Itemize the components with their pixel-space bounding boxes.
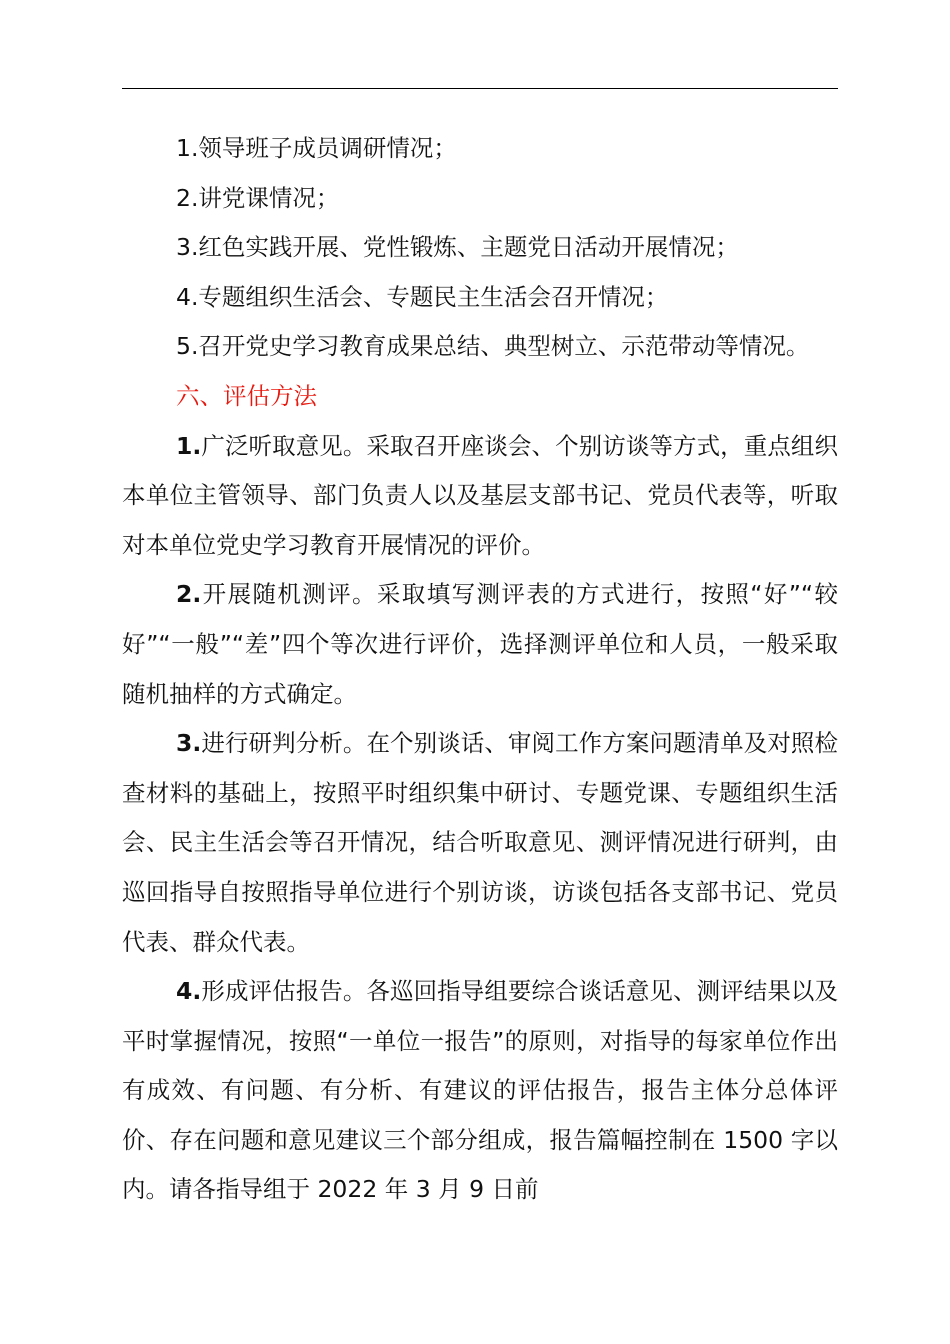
section-heading: 六、评估方法 (176, 381, 317, 410)
paragraph-text: 进行研判分析。在个别谈话、审阅工作方案问题清单及对照检查材料的基础上，按照平时组织集中研讨、专题党课、专题组织生活会、民主生活会等召开情况，结合听取意见、测评情况进行研判，由巡回指导自按照指导单位进行个别访谈，访谈包括各支部书记、党员代表、群众代表。 (122, 729, 838, 956)
paragraph-number: 2. (176, 580, 202, 609)
paragraph-number: 3. (176, 729, 202, 758)
list-item: 4.专题组织生活会、专题民主生活会召开情况； (176, 282, 669, 311)
paragraph-number: 4. (176, 977, 202, 1006)
paragraph-text: 广泛听取意见。采取召开座谈会、个别访谈等方式，重点组织本单位主管领导、部门负责人以及基层支部书记、党员代表等，听取对本单位党史学习教育开展情况的评价。 (122, 431, 838, 559)
paragraph (122, 719, 838, 967)
header-rule (122, 88, 838, 89)
paragraph-text: 形成评估报告。各巡回指导组要综合谈话意见、测评结果以及平时掌握情况，按照“一单位一报告”的原则，对指导的每家单位作出有成效、有问题、有分析、有建议的评估报告，报告主体分总体评价、存在问题和意见建议三个部分组成，报告篇幅控制在 1500 字以内。请各指导组于 2022 年 3 月 9 日前 (122, 977, 838, 1204)
list-item: 5.召开党史学习教育成果总结、典型树立、示范带动等情况。 (176, 332, 810, 361)
paragraph (122, 422, 838, 571)
paragraph-number: 1. (176, 431, 202, 460)
paragraph (122, 570, 838, 719)
paragraph (122, 967, 838, 1215)
document-body (122, 124, 838, 1215)
list-item: 2.讲党课情况； (176, 183, 340, 212)
paragraph-text: 开展随机测评。采取填写测评表的方式进行，按照“好”“较好”“一般”“差”四个等次进行评价，选择测评单位和人员，一般采取随机抽样的方式确定。 (122, 580, 838, 708)
list-item: 3.红色实践开展、党性锻炼、主题党日活动开展情况； (176, 233, 739, 262)
list-item: 1.领导班子成员调研情况； (176, 134, 457, 162)
